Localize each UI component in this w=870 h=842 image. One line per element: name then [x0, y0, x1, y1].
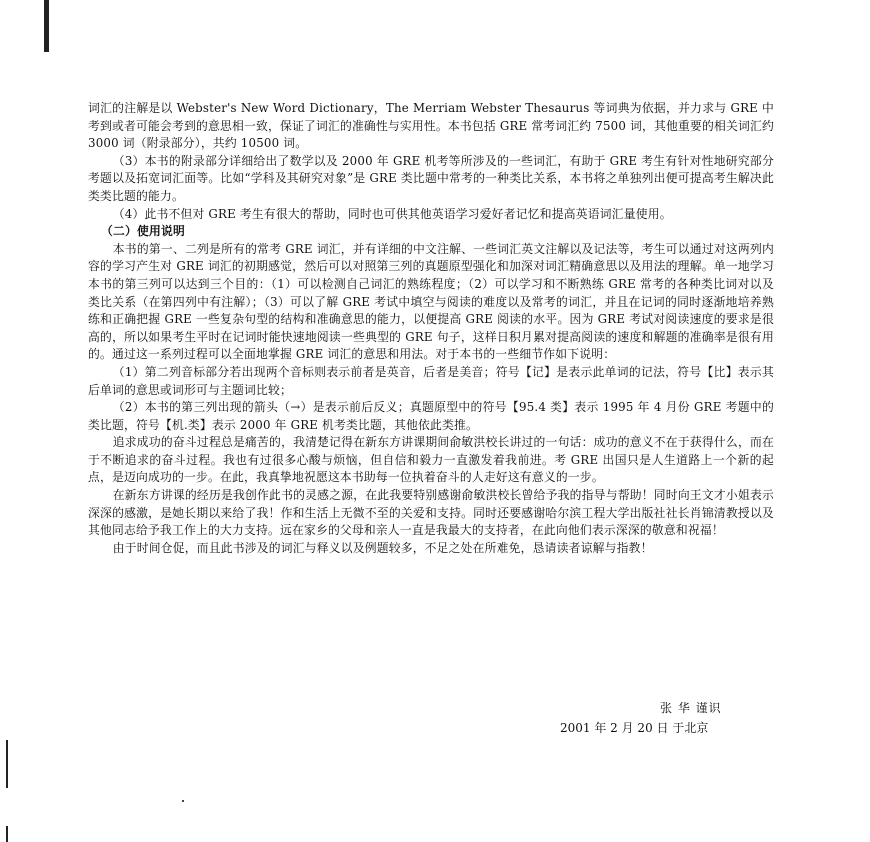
author-signature: 张 华 谨识	[660, 701, 722, 715]
paragraph-reflection: 追求成功的奋斗过程总是痛苦的，我清楚记得在新东方讲课期间俞敏洪校长讲过的一句话：成功的意义不在于获得什么，而在于不断追求的奋斗过程。我也有过很多心酸与烦恼，但自信和毅力一直激发着我前进。考 GRE 出国只是人生道路上一个新的起点，是迈向成功的一步。在此，我真挚地祝愿这本书助每一位执着奋斗的人走好这有意义的一步。	[88, 435, 774, 485]
paragraph-closing: 由于时间仓促，而且此书涉及的词汇与释义以及例题较多，不足之处在所难免，恳请读者谅解与指教！	[112, 540, 653, 555]
paragraph-continued: 词汇的注解是以 Webster's New Word Dictionary，The Merriam Webster Thesaurus 等词典为依据，并力求与 GRE 中考到或者可能会考到的意思相一致，保证了词汇的准确性与实用性。本书包括 GRE 常考词汇约 7500 词，其他重要的相关词汇约 3000 词（附录部分），共约 10500 词。	[88, 101, 774, 151]
scan-edge-mark-left	[6, 740, 8, 788]
scan-edge-mark-bottom	[6, 826, 8, 842]
signature-block	[560, 698, 770, 738]
paragraph-acknowledgements: 在新东方讲课的经历是我创作此书的灵感之源，在此我要特别感谢俞敏洪校长曾给予我的指导与帮助！同时向王文才小姐表示深深的感激，是她长期以来给了我！作和生活上无微不至的关爱和支持。同时还要感谢哈尔滨工程大学出版社社长肖锦清教授以及其他同志给予我工作上的大力支持。远在家乡的父母和亲人一直是我最大的支持者，在此向他们表示深深的敬意和祝福！	[88, 488, 774, 538]
paragraph-audience-note: （4）此书不但对 GRE 考生有很大的帮助，同时也可供其他英语学习爱好者记忆和提高英语词汇量使用。	[112, 206, 672, 221]
paragraph-appendix-note: （3）本书的附录部分详细给出了数学以及 2000 年 GRE 机考等所涉及的一些词汇，有助于 GRE 考生有针对性地研究部分考题以及拓宽词汇面等。比如“学科及其研究对象”是 GRE 类比题中常考的一种类比关系，本书将之单独列出便可提高考生解决此类类比题的能力。	[88, 153, 774, 203]
paragraph-usage: 本书的第一、二列是所有的常考 GRE 词汇，并有详细的中文注解、一些词汇英文注解以及记法等，考生可以通过对这两列内容的学习产生对 GRE 词汇的初期感觉，然后可以对照第三列的真题原型强化和加深对词汇精确意思以及用法的理解。单一地学习本书的第三列可以达到三个目的：（1）可以检测自己词汇的熟练程度；（2）可以学习和不断熟练 GRE 常考的各种类比词对以及类比关系（在第四列中有注解）；（3）可以了解 GRE 考试中填空与阅读的难度以及常考的词汇，并且在记词的同时逐渐地培养熟练和正确把握 GRE 一些复杂句型的结构和准确意思的能力，以便提高 GRE 阅读的水平。因为 GRE 考试对阅读速度的要求是很高的，所以如果考生平时在记词时能快速地阅读一些典型的 GRE 句子，这样日积月累对提高阅读的速度和解题的准确率是很有用的。通过这一系列过程可以全面地掌握 GRE 词汇的意思和用法。对于本书的一些细节作如下说明：	[88, 241, 774, 362]
signature-date: 2001 年 2 月 20 日 于北京	[560, 721, 709, 735]
scan-speck	[182, 800, 184, 802]
paragraph-note-phonetics: （1）第二列音标部分若出现两个音标则表示前者是英音，后者是美音；符号【记】是表示此单词的记法，符号【比】表示其后单词的意思或词形可与主题词比较；	[88, 364, 774, 397]
preface-body	[88, 100, 774, 557]
scan-edge-mark-top	[44, 0, 49, 52]
section-heading-usage: （二）使用说明	[100, 224, 185, 239]
paragraph-note-symbols: （2）本书的第三列出现的箭头（→）是表示前后反义；真题原型中的符号【95.4 类】表示 1995 年 4 月份 GRE 考题中的类比题，符号【机.类】表示 2000 年 GRE 机考类比题，其他依此类推。	[88, 400, 774, 432]
